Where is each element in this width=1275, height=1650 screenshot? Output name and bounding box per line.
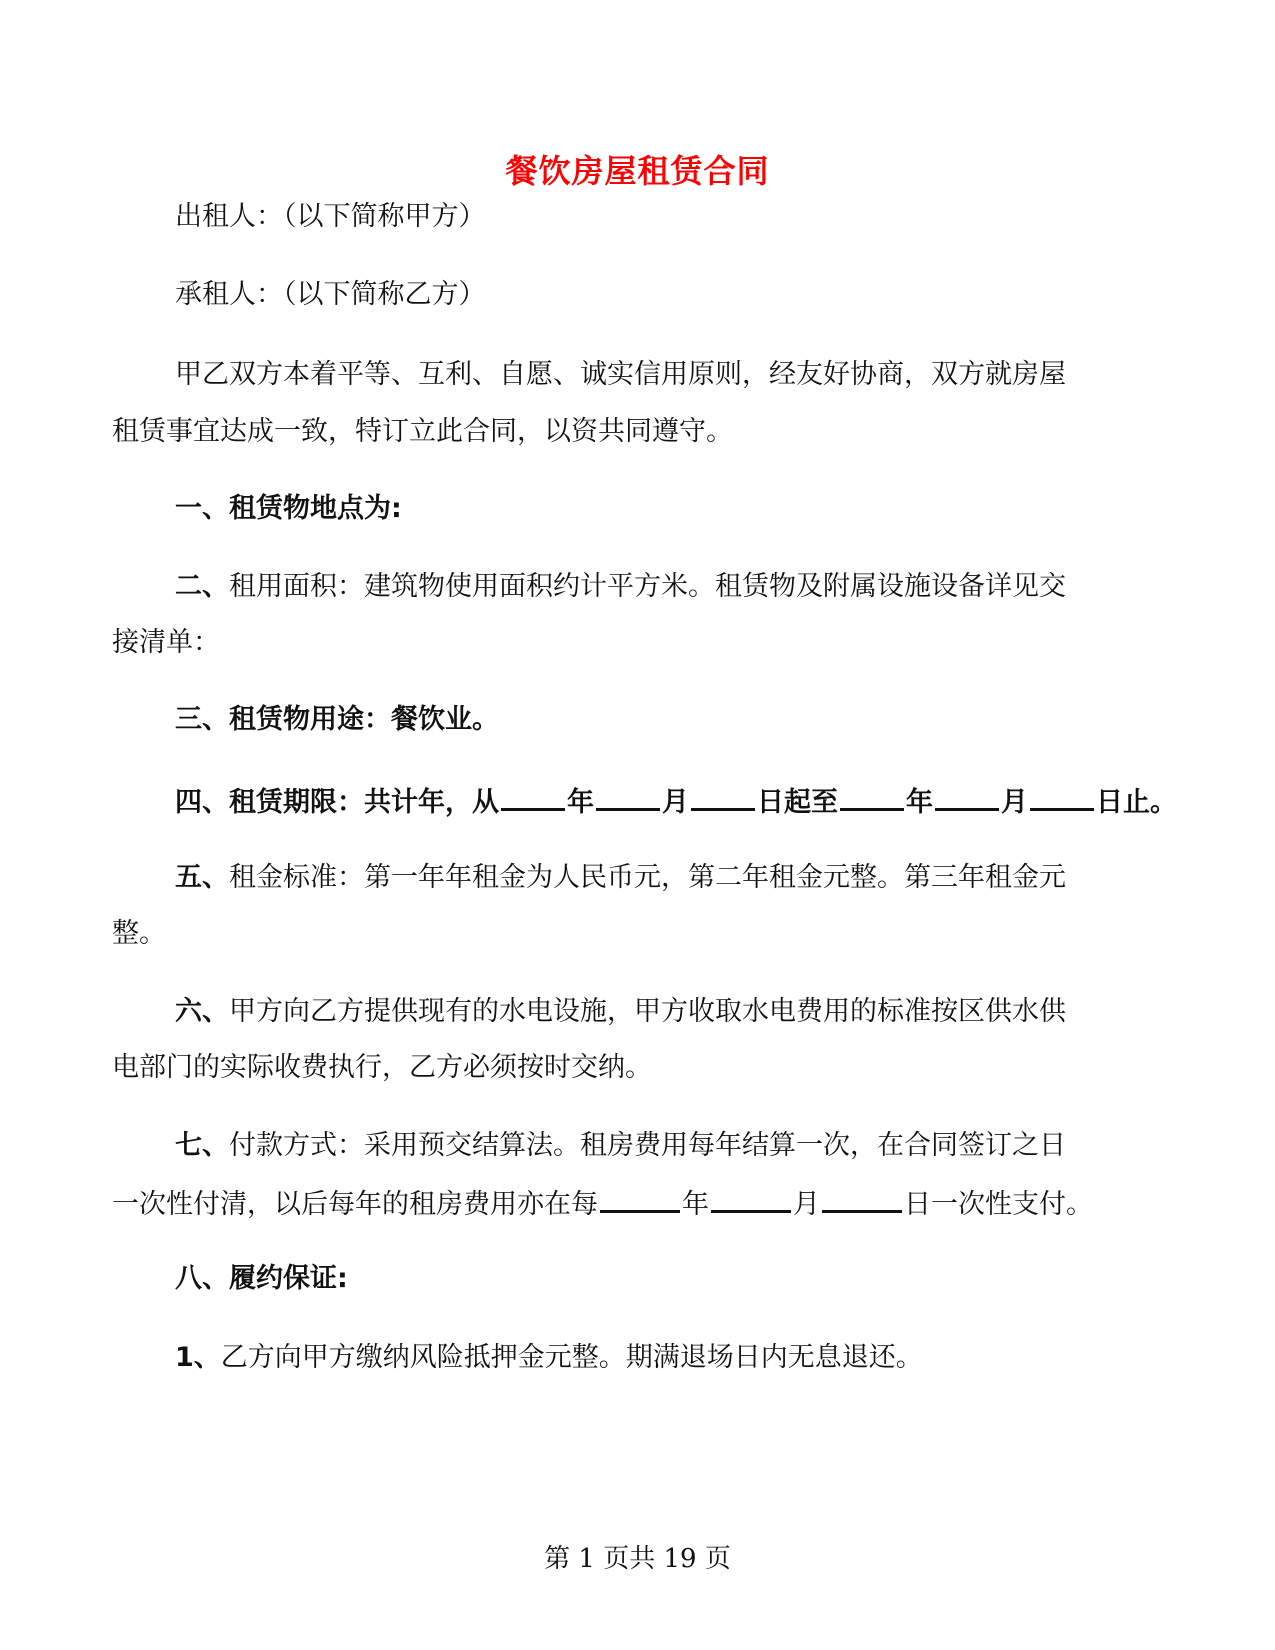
blank-pay-year xyxy=(600,1182,680,1213)
label-pay-end: 日一次性支付。 xyxy=(904,1189,1093,1220)
section-7-line-2 xyxy=(112,1182,1093,1225)
blank-start-day xyxy=(691,780,755,811)
section-5-line-1 xyxy=(175,858,1066,898)
section-8-item-text: 乙方向甲方缴纳风险抵押金元整。期满退场日内无息退还。 xyxy=(220,1342,923,1373)
section-6-line-2: 电部门的实际收费执行，乙方必须按时交纳。 xyxy=(112,1052,652,1083)
section-6-text: 甲方向乙方提供现有的水电设施，甲方收取水电费用的标准按区供水供 xyxy=(229,996,1066,1027)
intro-line-1: 甲乙双方本着平等、互利、自愿、诚实信用原则，经友好协商，双方就房屋 xyxy=(175,359,1066,390)
blank-pay-day xyxy=(822,1182,902,1213)
section-1-heading: 一、租赁物地点为: xyxy=(175,493,402,524)
section-6-number: 六、 xyxy=(175,996,229,1027)
section-7-line-1 xyxy=(175,1126,1066,1166)
lessee-line: 承租人：（以下简称乙方） xyxy=(175,279,486,310)
label-year: 年 xyxy=(682,1189,709,1220)
blank-end-year xyxy=(840,780,904,811)
section-3-heading: 三、租赁物用途：餐饮业。 xyxy=(175,704,499,735)
section-8-heading: 八、履约保证: xyxy=(175,1263,348,1294)
section-8-item-number: 1、 xyxy=(175,1342,221,1373)
section-5-number: 五、 xyxy=(175,862,229,893)
intro-line-2: 租赁事宜达成一致，特订立此合同，以资共同遵守。 xyxy=(112,416,733,447)
section-2-text: 租用面积：建筑物使用面积约计平方米。租赁物及附属设施设备详见交 xyxy=(229,571,1066,602)
blank-start-month xyxy=(596,780,660,811)
label-month: 月 xyxy=(1001,787,1028,818)
section-2-number: 二、 xyxy=(175,571,229,602)
section-5-text: 租金标准：第一年年租金为人民币元，第二年租金元整。第三年租金元 xyxy=(229,862,1066,893)
section-7-text-2: 一次性付清，以后每年的租房费用亦在每 xyxy=(112,1189,598,1220)
label-month: 月 xyxy=(793,1189,820,1220)
document-title: 餐饮房屋租赁合同 xyxy=(505,152,770,190)
label-month: 月 xyxy=(662,787,689,818)
label-day-from: 日起至 xyxy=(757,787,838,818)
section-8-item-1 xyxy=(175,1338,923,1378)
section-5-line-2: 整。 xyxy=(112,918,166,949)
label-end: 日止。 xyxy=(1096,787,1177,818)
blank-end-day xyxy=(1030,780,1094,811)
label-year: 年 xyxy=(906,787,933,818)
blank-pay-month xyxy=(711,1182,791,1213)
section-4-line xyxy=(175,780,1177,823)
blank-start-year xyxy=(501,780,565,811)
section-2-line-1 xyxy=(175,567,1066,607)
lessor-line: 出租人：（以下简称甲方） xyxy=(175,201,486,232)
section-2-line-2: 接清单： xyxy=(112,627,220,658)
section-7-number: 七、 xyxy=(175,1130,229,1161)
section-4-text: 四、租赁期限：共计年，从 xyxy=(175,787,499,818)
label-year: 年 xyxy=(567,787,594,818)
section-7-text: 付款方式：采用预交结算法。租房费用每年结算一次，在合同签订之日 xyxy=(229,1130,1066,1161)
section-6-line-1 xyxy=(175,992,1066,1032)
blank-end-month xyxy=(935,780,999,811)
page-footer: 第 1 页共 19 页 xyxy=(544,1544,731,1574)
